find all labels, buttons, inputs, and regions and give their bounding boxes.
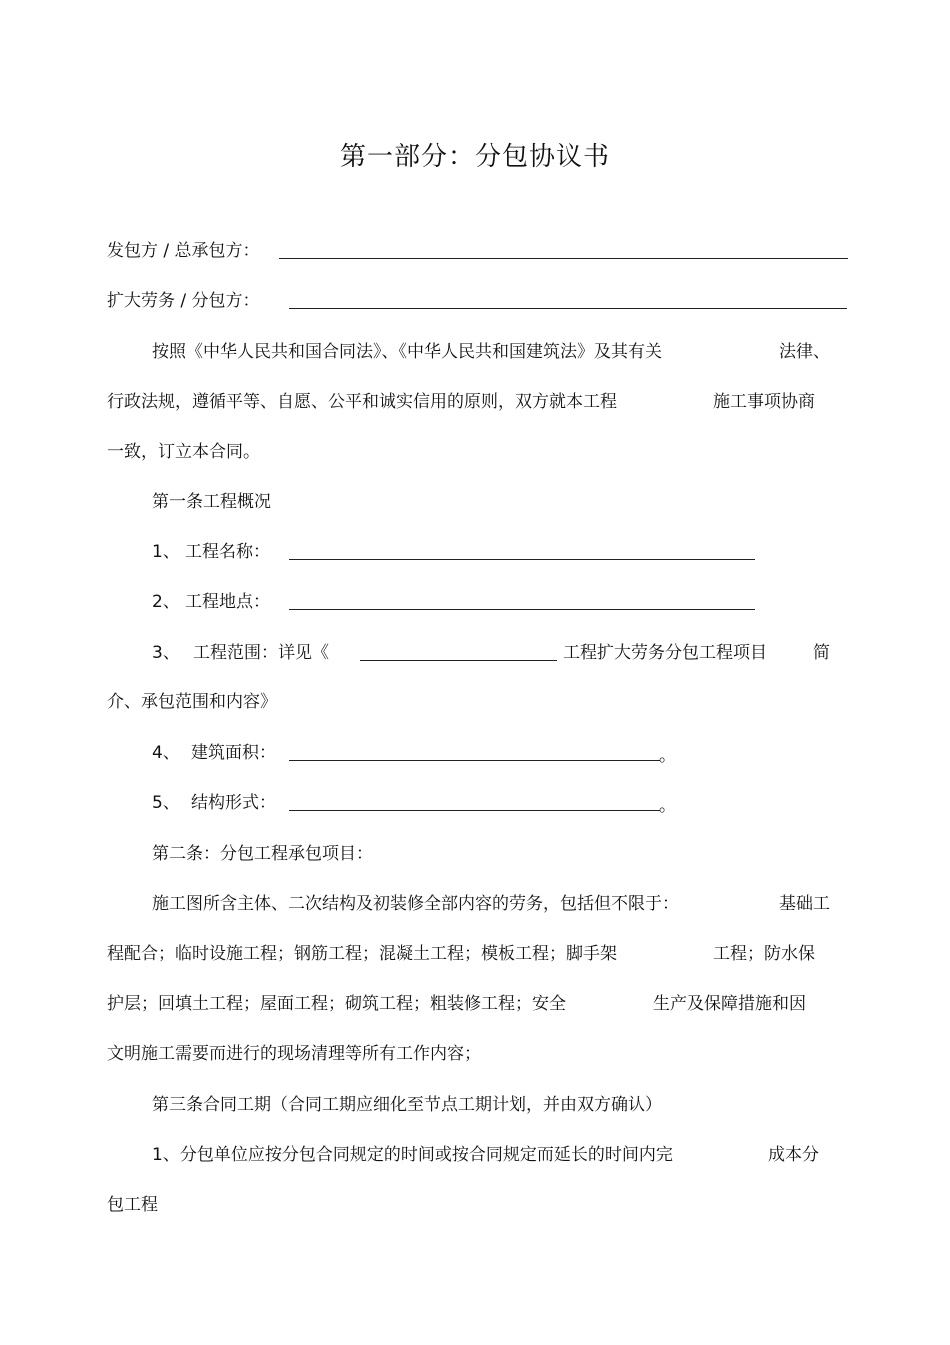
- intro-line-1b: 法律、: [779, 342, 830, 362]
- project-scope-blank[interactable]: [360, 660, 557, 661]
- intro-line-2a: 行政法规，遵循平等、自愿、公平和诚实信用的原则，双方就本工程: [107, 392, 617, 412]
- item-4-label: 建筑面积：: [191, 743, 276, 763]
- item-4-number: 4、: [152, 743, 180, 763]
- article-2-line-2a: 程配合；临时设施工程；钢筋工程；混凝土工程；模板工程；脚手架: [107, 944, 617, 964]
- article-2-line-1a: 施工图所含主体、二次结构及初装修全部内容的劳务，包括但不限于：: [152, 894, 679, 914]
- structure-type-blank[interactable]: [289, 810, 660, 811]
- item-1-label: 工程名称：: [185, 542, 270, 562]
- item-1-number: 1、: [152, 542, 180, 562]
- article-2-line-1b: 基础工: [779, 894, 830, 914]
- intro-line-3: 一致，订立本合同。: [107, 442, 260, 462]
- building-area-blank[interactable]: [289, 760, 660, 761]
- project-name-blank[interactable]: [289, 559, 755, 560]
- item-5-number: 5、: [152, 793, 180, 813]
- item-2-label: 工程地点：: [185, 592, 270, 612]
- article-2-line-3a: 护层；回填土工程；屋面工程；砌筑工程；粗装修工程；安全: [107, 994, 566, 1014]
- item-5-period: 。: [659, 796, 676, 816]
- article-2-line-3b: 生产及保障措施和因: [653, 994, 806, 1014]
- document-title: 第一部分：分包协议书: [339, 142, 610, 172]
- intro-line-1a: 按照《中华人民共和国合同法》、《中华人民共和国建筑法》及其有关: [152, 342, 662, 362]
- party-b-label: 扩大劳务 / 分包方：: [107, 291, 260, 311]
- article-2-heading: 第二条：分包工程承包项目：: [152, 844, 373, 864]
- article-1-heading: 第一条工程概况: [152, 492, 271, 512]
- item-3-label: 工程范围：详见《: [193, 643, 329, 663]
- item-4-period: 。: [659, 746, 676, 766]
- item-3-line-2: 介、承包范围和内容》: [107, 692, 277, 712]
- party-a-label: 发包方 / 总承包方：: [107, 241, 260, 261]
- item-2-number: 2、: [152, 592, 180, 612]
- item-3-middle: 工程扩大劳务分包工程项目: [563, 643, 767, 663]
- item-3-number: 3、: [152, 643, 180, 663]
- item-5-label: 结构形式：: [191, 793, 276, 813]
- article-3-heading: 第三条合同工期（合同工期应细化至节点工期计划，并由双方确认）: [152, 1095, 662, 1115]
- article-3-line-1b: 成本分: [768, 1145, 819, 1165]
- article-2-line-2b: 工程；防水保: [713, 944, 815, 964]
- project-location-blank[interactable]: [289, 609, 755, 610]
- item-3-end: 简: [813, 643, 830, 663]
- intro-line-2b: 施工事项协商: [713, 392, 815, 412]
- party-b-blank[interactable]: [289, 308, 847, 309]
- article-2-line-4: 文明施工需要而进行的现场清理等所有工作内容；: [107, 1044, 481, 1064]
- article-3-line-1a: 1、分包单位应按分包合同规定的时间或按合同规定而延长的时间内完: [152, 1145, 673, 1165]
- article-3-line-2: 包工程: [107, 1195, 158, 1215]
- party-a-blank[interactable]: [279, 258, 848, 259]
